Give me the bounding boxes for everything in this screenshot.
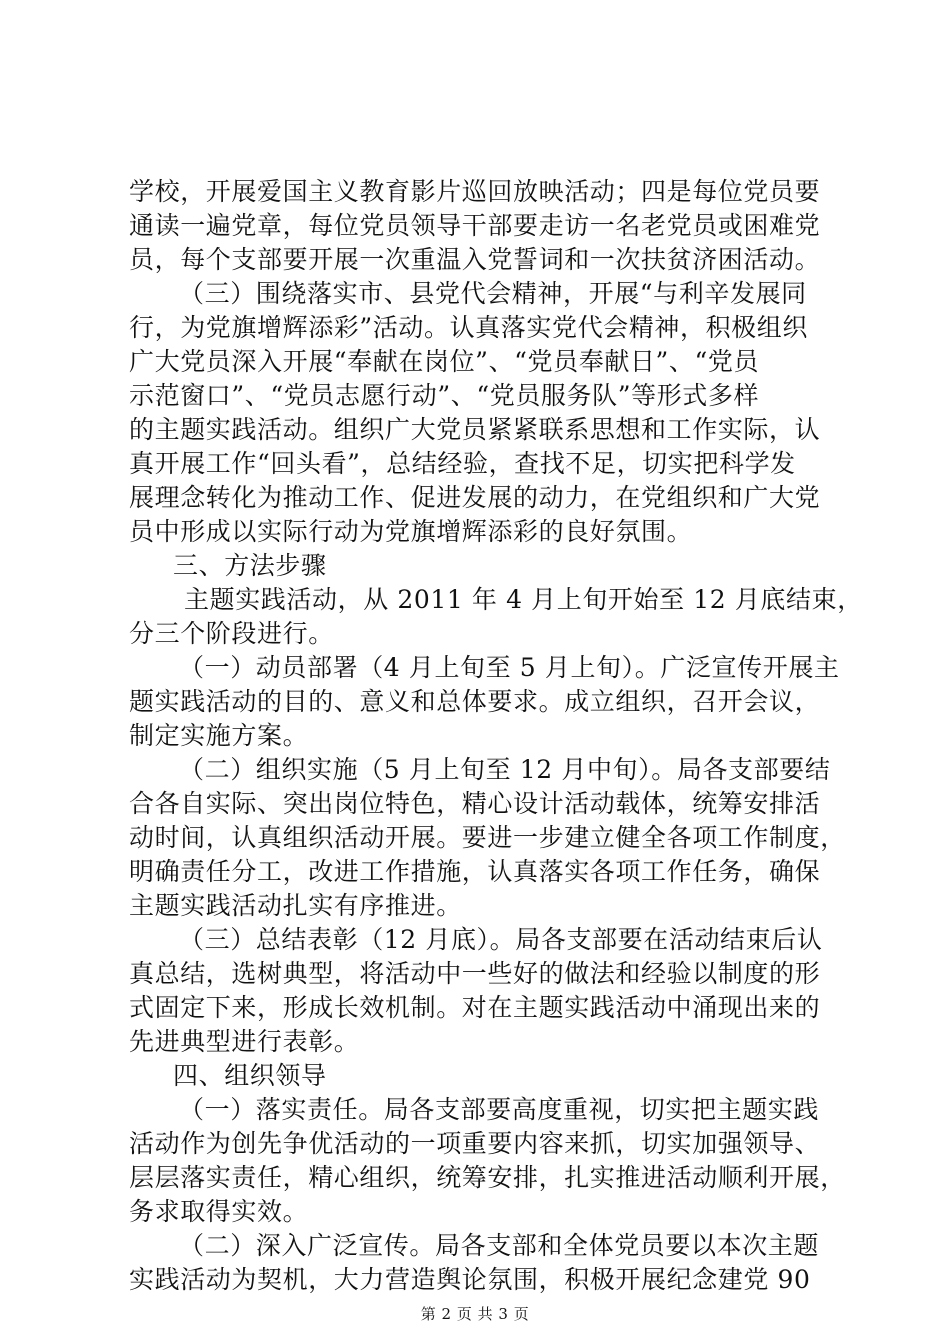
text-line: 学校，开展爱国主义教育影片巡回放映活动；四是每位党员要 xyxy=(129,177,821,206)
text-line: 式固定下来，形成长效机制。对在主题实践活动中涌现出来的 xyxy=(129,993,821,1022)
text-line: 真总结，选树典型，将活动中一些好的做法和经验以制度的形 xyxy=(129,959,821,988)
text-line: 合各自实际、突出岗位特色，精心设计活动载体，统筹安排活 xyxy=(129,789,821,818)
section-heading: 四、组织领导 xyxy=(173,1061,327,1090)
text-line: 通读一遍党章，每位党员领导干部要走访一名老党员或困难党 xyxy=(129,211,821,240)
text-line: （一）落实责任。局各支部要高度重视，切实把主题实践 xyxy=(179,1095,820,1124)
text-line: 真开展工作“回头看”，总结经验，查找不足，切实把科学发 xyxy=(129,449,796,478)
page-number-footer: 第 2 页 共 3 页 xyxy=(420,1305,530,1323)
text-line: （一）动员部署（4 月上旬至 5 月上旬）。广泛宣传开展主 xyxy=(179,653,840,682)
text-line: 制定实施方案。 xyxy=(129,721,309,750)
text-line: 务求取得实效。 xyxy=(129,1197,309,1226)
text-line: 先进典型进行表彰。 xyxy=(129,1027,360,1056)
text-line: 的主题实践活动。组织广大党员紧紧联系思想和工作实际，认 xyxy=(129,415,821,444)
text-line: 分三个阶段进行。 xyxy=(129,619,334,648)
text-line: 题实践活动的目的、意义和总体要求。成立组织，召开会议， xyxy=(129,687,821,716)
text-line: 员，每个支部要开展一次重温入党誓词和一次扶贫济困活动。 xyxy=(129,245,821,274)
text-line: （二）深入广泛宣传。局各支部和全体党员要以本次主题 xyxy=(179,1231,820,1260)
text-line: 展理念转化为推动工作、促进发展的动力，在党组织和广大党 xyxy=(129,483,821,512)
text-line: 员中形成以实际行动为党旗增辉添彩的良好氛围。 xyxy=(129,517,693,546)
text-line: 行，为党旗增辉添彩”活动。认真落实党代会精神，积极组织 xyxy=(129,313,808,342)
text-line: 实践活动为契机，大力营造舆论氛围，积极开展纪念建党 90 xyxy=(129,1265,811,1294)
text-line: 层层落实责任，精心组织，统筹安排，扎实推进活动顺利开展， xyxy=(129,1163,846,1192)
text-line: 示范窗口”、“党员志愿行动”、“党员服务队”等形式多样 xyxy=(129,381,760,410)
text-line: 动时间，认真组织活动开展。要进一步建立健全各项工作制度， xyxy=(129,823,846,852)
section-heading: 三、方法步骤 xyxy=(173,551,327,580)
text-line: 活动作为创先争优活动的一项重要内容来抓，切实加强领导、 xyxy=(129,1129,821,1158)
text-line: 主题实践活动扎实有序推进。 xyxy=(129,891,462,920)
text-line: （三）总结表彰（12 月底）。局各支部要在活动结束后认 xyxy=(179,925,823,954)
text-line: 主题实践活动，从 2011 年 4 月上旬开始至 12 月底结束， xyxy=(184,585,863,614)
text-line: 广大党员深入开展“奉献在岗位”、“党员奉献日”、“党员 xyxy=(129,347,760,376)
text-line: （三）围绕落实市、县党代会精神，开展“与利辛发展同 xyxy=(179,279,807,308)
text-line: （二）组织实施（5 月上旬至 12 月中旬）。局各支部要结 xyxy=(179,755,831,784)
text-line: 明确责任分工，改进工作措施，认真落实各项工作任务，确保 xyxy=(129,857,821,886)
